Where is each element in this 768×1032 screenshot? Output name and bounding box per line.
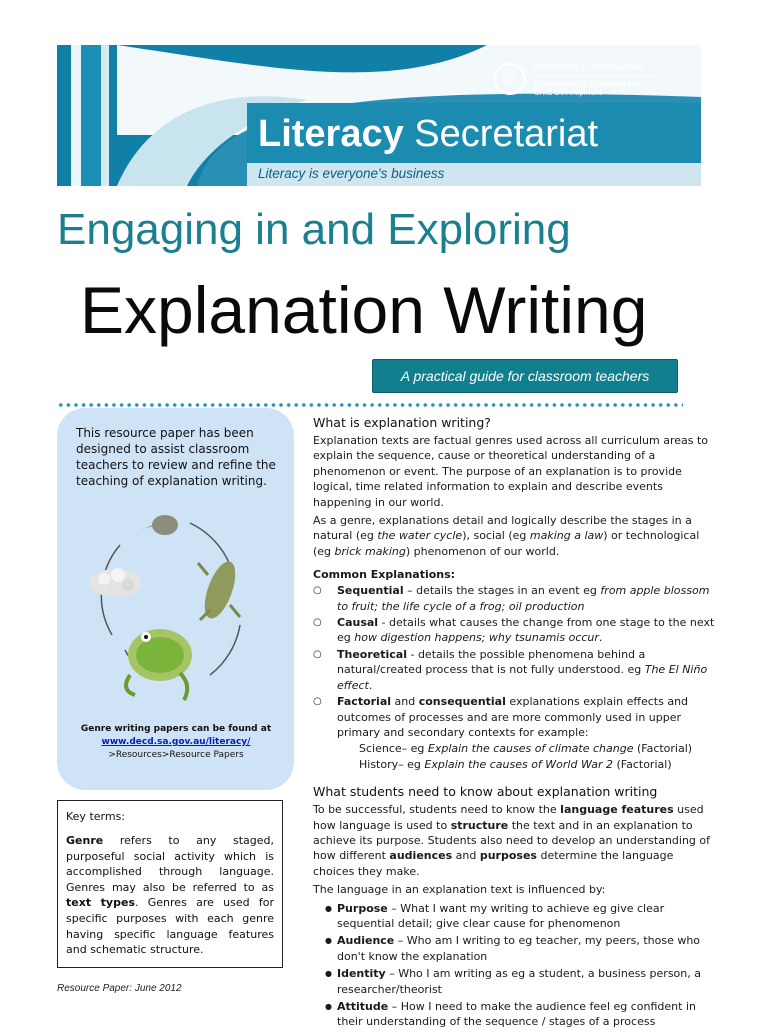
identity-text: – Who I am writing as eg a student, a business person, a researcher/theorist [337,967,701,996]
sidebar-foot-line1: Genre writing papers can be found at [80,724,272,734]
purpose-term: Purpose [337,901,388,915]
sidebar-footnote [66,723,286,762]
dept-line1: Department for Education and [534,79,641,88]
key-terms-heading: Key terms: [66,810,126,823]
list-item-theoretical [313,647,716,693]
s2: used how language is used to [313,803,704,832]
text-types-term: text types [66,896,135,910]
literacy-secretariat-title [258,113,598,156]
main-content [313,413,716,1032]
seq-text: – details the stages in an event eg [403,584,601,598]
title-rest: Secretariat [403,113,599,155]
s1: To be successful, students need to know the [313,803,561,817]
fact-text: explanations explain effects and outcomes of processes and are more commonly used in upper primary and secondary contexts for example: [337,695,689,739]
example-history [313,757,716,772]
audience-text: – Who am I writing to eg teacher, my peers, those who don't know the explanation [337,934,701,963]
paragraph-influenced: The language in an explanation text is influenced by: [313,883,606,897]
causal-text: - details what causes the change from one stage to the next eg [337,616,715,645]
paragraph-students [313,802,716,879]
paragraph-genre-stages [313,513,716,559]
genre-text-2: . Genres are used for specific purposes with each genre having specific language features and schematic structure. [66,896,274,957]
frog-life-cycle-illustration [80,505,260,719]
guide-badge: A practical guide for classroom teachers [372,359,678,393]
sa-crest-icon: ♔ [494,63,526,95]
p2-e: ) or technological (eg [313,529,700,558]
list-item-audience [313,933,716,964]
ex2-b: Explain the causes of World War 2 [424,757,613,771]
identity-term: Identity [337,967,386,981]
genre-term: Genre [66,834,104,847]
list-item-sequential [313,583,716,614]
causal-end: . [598,631,603,645]
seq-term: Sequential [337,584,404,598]
p2-a: As a genre, explanations detail and logically describe the stages in a natural (eg [313,514,692,543]
s3: the text and in an explanation to achieve its purpose. Students also need to develop an understanding of how different [313,818,711,863]
section-heading-students-need: What students need to know about explanation writing [313,784,658,800]
s4b: purposes [479,849,537,863]
sidebar-foot-path: >Resources>Resource Papers [108,750,244,760]
s4: and [452,849,480,863]
key-terms-text [66,833,274,958]
ex2-c: (Factorial) [613,757,672,771]
subtitle-heading: Engaging in and Exploring [57,205,571,254]
causal-ex: how digestion happens; why tsunamis occur [354,631,599,645]
resource-date: Resource Paper: June 2012 [57,983,182,994]
list-item-attitude [313,999,716,1030]
fact-term: Factorial [337,695,392,709]
causal-term: Causal [337,616,379,630]
ex1-b: Explain the causes of climate change [427,742,634,756]
attitude-text: – How I need to make the audience feel eg confident in their understanding of the sequence / stages of a process [337,1000,696,1029]
theo-end: . [368,678,373,692]
fact-and: and [391,695,419,709]
list-item-factorial [313,694,716,740]
theo-text: - details the possible phenomena behind a natural/created process that is not fully understood. eg [337,647,646,677]
p2-d: making a law [529,529,604,543]
list-item-purpose [313,901,716,932]
sidebar-intro: This resource paper has been designed to assist classroom teachers to review and refine the teaching of explanation writing. [76,426,276,488]
ex1-c: (Factorial) [633,742,693,756]
seq-ex: from apple blossom to fruit; the life cycle of a frog; oil production [337,584,710,613]
influences-list [313,901,716,1030]
ex2-a: History– eg [359,757,425,771]
gov-divider [534,75,654,76]
s2b: structure [450,818,509,832]
p2-c: ), social (eg [462,529,530,543]
p2-g: ) phenomenon of our world. [405,544,560,558]
audience-term: Audience [337,934,395,948]
key-terms-box [57,800,283,968]
theo-term: Theoretical [337,647,407,661]
list-item-causal [313,615,716,646]
gov-name: Government of South Australia [534,62,643,71]
theo-ex: The El Niño effect [337,663,708,692]
conseq-term: consequential [418,695,506,709]
list-item-identity [313,966,716,997]
s3b: audiences [389,849,453,863]
common-explanations-heading: Common Explanations: [313,568,456,582]
main-title: Explanation Writing [80,273,648,347]
p2-b: the water cycle [377,529,463,543]
example-science [313,741,716,756]
ex1-a: Science– eg [359,742,428,756]
section-heading-what-is: What is explanation writing? [313,415,491,430]
dept-line2: Child Development [534,88,602,97]
purpose-text: – What I want my writing to achieve eg give clear sequential detail; give clear cause for phenomenon [337,901,665,930]
paragraph-definition: Explanation texts are factual genres used across all curriculum areas to explain the sequence, cause or theoretical understanding of a phenomenon or event. The purpose of an explanation is to provide logical, time related information to explain and describe events happening in our world. [313,434,709,509]
attitude-term: Attitude [337,1000,389,1013]
genre-text-1: refers to any staged, purposeful social activity which is accomplished through language. Genres may also be referred to as [66,834,274,894]
title-bold: Literacy [258,113,404,155]
explanation-types-list [313,583,716,740]
p2-f: brick making [334,544,406,558]
tagline: Literacy is everyone's business [258,166,445,181]
s1b: language features [560,803,674,817]
government-logo-block [494,60,684,100]
s5: determine the language choices they make. [313,849,674,878]
decd-literacy-link[interactable]: www.decd.sa.gov.au/literacy/ [101,737,251,747]
